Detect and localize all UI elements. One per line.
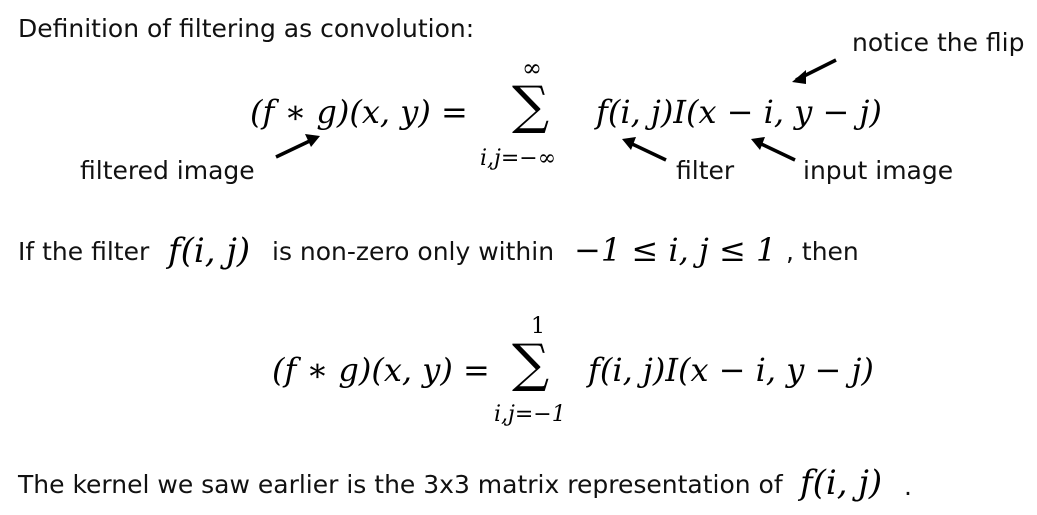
formula2-lhs: (f ∗ g)(x, y) = xyxy=(272,351,490,389)
condition-range-expr: −1 ≤ i, j ≤ 1 xyxy=(574,231,777,269)
condition-middle: is non-zero only within xyxy=(272,237,555,266)
formula1-rhs: f(i, j)I(x − i, y − j) xyxy=(596,93,882,131)
formula1-lhs: (f ∗ g)(x, y) = xyxy=(250,93,468,131)
closing-period: . xyxy=(904,472,912,501)
formula2-sum-symbol: ∑ xyxy=(512,334,550,394)
arrow-filter-icon xyxy=(622,137,666,160)
arrow-filtered-image-icon xyxy=(276,134,320,157)
formula2-lower-limit: i,j=−1 xyxy=(494,402,566,427)
condition-prefix: If the filter xyxy=(18,237,150,266)
formula1-lower-limit: i,j=−∞ xyxy=(480,146,557,171)
condition-suffix: , then xyxy=(786,237,859,266)
formula1-sum-symbol: ∑ xyxy=(512,76,550,136)
formula1-upper-limit: ∞ xyxy=(522,54,542,82)
annotation-notice-flip: notice the flip xyxy=(852,28,1025,57)
formula2-rhs: f(i, j)I(x − i, y − j) xyxy=(588,351,874,389)
closing-expr: f(i, j) xyxy=(800,463,883,503)
closing-text: The kernel we saw earlier is the 3x3 matrix representation of xyxy=(18,470,783,499)
annotation-filtered-image: filtered image xyxy=(80,156,255,185)
arrow-input-image-icon xyxy=(751,137,795,160)
heading: Definition of filtering as convolution: xyxy=(18,14,475,43)
formula2-upper-limit: 1 xyxy=(531,314,545,339)
annotation-input-image: input image xyxy=(803,156,954,185)
arrow-notice-flip-icon xyxy=(792,60,836,84)
annotation-filter: filter xyxy=(676,156,735,185)
condition-filter-expr: f(i, j) xyxy=(168,231,251,271)
